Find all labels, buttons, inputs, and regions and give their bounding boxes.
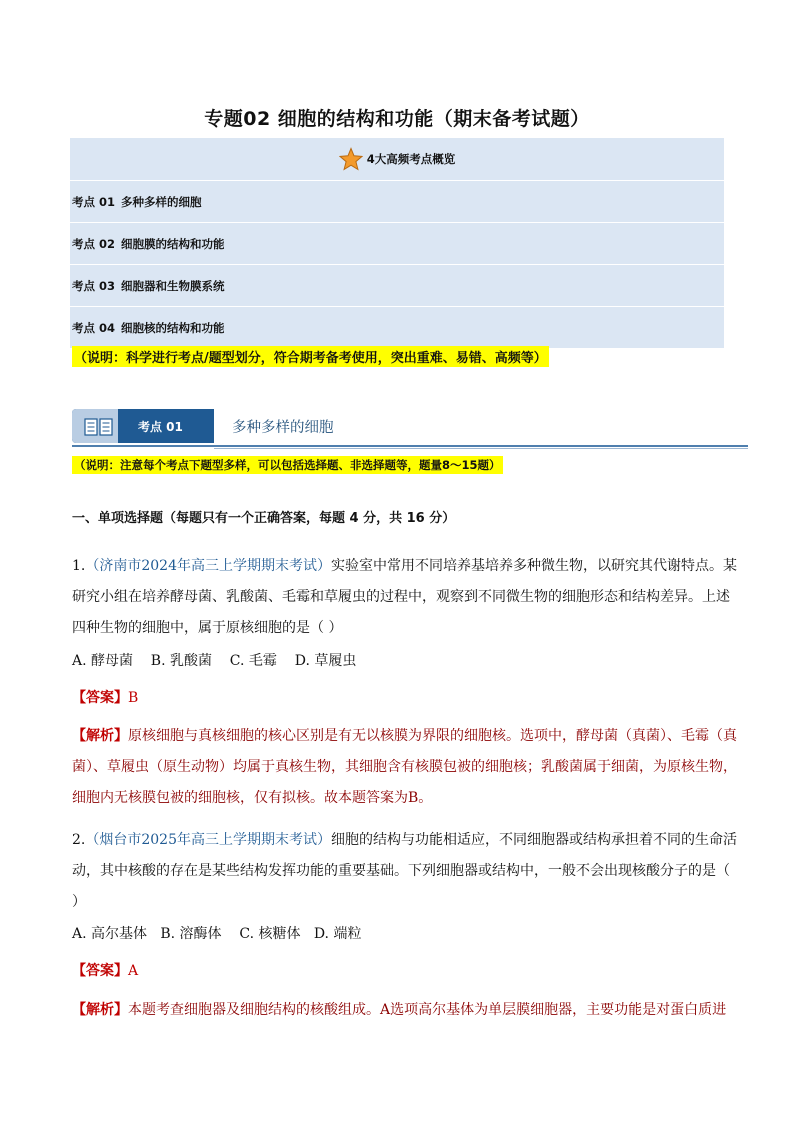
section-note: （说明：注意每个考点下题型多样，可以包括选择题、非选择题等，题量8～15题）: [74, 458, 501, 472]
section-divider-thin: [214, 448, 748, 449]
overview-item-code: 考点 03: [72, 278, 116, 293]
overview-table: [70, 138, 724, 349]
question-number: 1.: [72, 558, 86, 574]
section-tab-label: 考点 01: [138, 420, 183, 434]
overview-item[interactable]: [70, 181, 724, 223]
answer-tag: 【答案】: [72, 690, 128, 706]
answer-value: B: [128, 690, 139, 706]
question-2-options: A. 高尔基体 B. 溶酶体 C. 核糖体 D. 端粒: [72, 926, 362, 942]
overview-item-code: 考点 01: [72, 194, 116, 209]
overview-note: （说明：科学进行考点/题型划分，符合期考备考使用，突出重难、易错、高频等）: [72, 346, 549, 367]
question-2-answer: [72, 956, 737, 987]
overview-item-label: 细胞核的结构和功能: [121, 320, 225, 335]
overview-item[interactable]: [70, 265, 724, 307]
overview-item-label: 细胞器和生物膜系统: [121, 278, 225, 293]
overview-header-label: 4大高频考点概览: [366, 152, 456, 166]
answer-value: A: [128, 963, 139, 979]
overview-item-label: 多种多样的细胞: [121, 194, 202, 209]
overview-header: [70, 138, 724, 181]
analysis-tag: 【解析】: [72, 1002, 128, 1018]
section-banner: [72, 409, 748, 449]
overview-item-code: 考点 04: [72, 320, 116, 335]
question-source: （济南市2024年高三上学期期末考试）: [85, 558, 331, 574]
section-title: 多种多样的细胞: [232, 420, 334, 436]
question-1-answer: [72, 683, 737, 714]
analysis-text: 本题考查细胞器及细胞结构的核酸组成。A选项高尔基体为单层膜细胞器，主要功能是对蛋白质进: [128, 1002, 727, 1018]
question-1-analysis: [72, 721, 737, 814]
overview-item[interactable]: [70, 307, 724, 349]
question-source: （烟台市2025年高三上学期期末考试）: [85, 832, 331, 848]
question-1-options: A. 酵母菌 B. 乳酸菌 C. 毛霉 D. 草履虫: [72, 653, 357, 669]
answer-tag: 【答案】: [72, 963, 128, 979]
analysis-tag: 【解析】: [72, 728, 128, 744]
star-icon: [339, 147, 363, 171]
question-stem: 细胞的结构与功能相适应，不同细胞器或结构承担着不同的生命活动，其中核酸的存在是某些结构发挥功能的重要基础。下列细胞器或结构中，一般不会出现核酸分子的是（ ）: [72, 832, 737, 910]
section-divider: [72, 445, 748, 447]
overview-item-code: 考点 02: [72, 236, 116, 251]
question-1-stem-block: [72, 551, 737, 644]
question-2-stem-block: [72, 825, 737, 918]
analysis-text: 原核细胞与真核细胞的核心区别是有无以核膜为界限的细胞核。选项中，酵母菌（真菌）、毛霉（真菌）、草履虫（原生动物）均属于真核生物，其细胞含有核膜包被的细胞核；乳酸菌属于细菌，为原核生物，细胞内无核膜包被的细胞核，仅有拟核。故本题答案为B。: [72, 728, 737, 806]
overview-item-label: 细胞膜的结构和功能: [121, 236, 225, 251]
overview-item[interactable]: [70, 223, 724, 265]
question-number: 2.: [72, 832, 86, 848]
question-2-analysis: [72, 995, 737, 1026]
document-list-icon: [84, 418, 114, 436]
question-stem: 实验室中常用不同培养基培养多种微生物，以研究其代谢特点。某研究小组在培养酵母菌、乳酸菌、毛霉和草履虫的过程中，观察到不同微生物的细胞形态和结构差异。上述四种生物的细胞中，属于原核细胞的是（ ）: [72, 558, 737, 636]
page-title: 专题02 细胞的结构和功能（期末备考试题）: [204, 108, 590, 130]
question-type-heading: 一、单项选择题（每题只有一个正确答案，每题 4 分，共 16 分）: [72, 511, 456, 526]
